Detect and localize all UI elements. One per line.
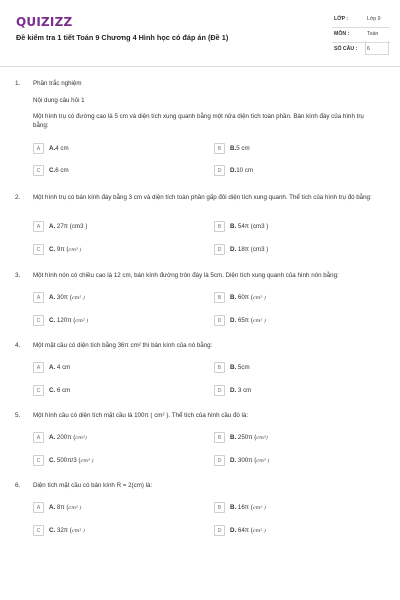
option-text: [49, 457, 94, 464]
option-letter-box: D: [214, 244, 225, 255]
option-key: A.: [49, 434, 56, 441]
question-text: Diện tích mặt cầu có bán kính R = 2(cm) là:: [33, 482, 153, 489]
option-value: 3 cm: [236, 387, 252, 394]
meta-value: Toán: [367, 31, 379, 37]
meta-value-box: [365, 41, 389, 55]
option-a[interactable]: [33, 221, 173, 233]
option-value: 30π (: [55, 294, 72, 301]
option-letter-box: C: [33, 385, 44, 396]
option-key: A.: [49, 504, 56, 511]
option-key: A.: [49, 145, 56, 152]
option-key: A.: [49, 223, 56, 230]
option-a[interactable]: [33, 362, 173, 374]
meta-row-class: [332, 13, 390, 28]
question-number: 2.: [15, 194, 21, 201]
meta-label: LỚP :: [334, 16, 349, 22]
option-value: 5 cm: [236, 145, 250, 152]
option-b[interactable]: [214, 432, 354, 444]
option-text: [230, 145, 250, 152]
option-letter-box: A: [33, 502, 44, 513]
option-unit: cm² ): [71, 295, 85, 301]
option-letter-box: C: [33, 165, 44, 176]
option-text: [49, 504, 82, 511]
question-text: Một mặt cầu có diện tích bằng 36π cm² thì bán kính của nó bằng:: [33, 342, 213, 349]
option-text: [230, 364, 250, 371]
option-value: 16π (: [236, 504, 253, 511]
option-value: 27π (cm3 ): [55, 223, 88, 230]
option-unit: cm² ): [252, 295, 266, 301]
option-a[interactable]: [33, 143, 173, 155]
option-d[interactable]: [214, 455, 354, 467]
meta-label: SỐ CÂU :: [334, 46, 358, 52]
option-key: D.: [230, 246, 237, 253]
option-text: [230, 246, 268, 253]
question-text: Một hình trụ có đường cao là 5 cm và diện tích xung quanh bằng một nửa diện tích toàn phần. Bán kính đáy của hình trụ bằng:: [33, 113, 364, 129]
option-b[interactable]: [214, 502, 354, 514]
option-letter-box: A: [33, 362, 44, 373]
option-letter-box: C: [33, 525, 44, 536]
option-letter-box: D: [214, 385, 225, 396]
option-value: 6 cm: [55, 167, 69, 174]
option-key: B.: [230, 145, 237, 152]
option-unit: cm³ ): [68, 247, 82, 253]
option-key: D.: [230, 457, 237, 464]
option-d[interactable]: [214, 244, 354, 256]
option-value: 300π (: [236, 457, 257, 464]
option-b[interactable]: [214, 292, 354, 304]
option-text: [49, 223, 87, 230]
option-c[interactable]: [33, 525, 173, 537]
option-text: [49, 317, 88, 324]
option-letter-box: A: [33, 432, 44, 443]
option-letter-box: A: [33, 221, 44, 232]
option-key: C.: [49, 527, 56, 534]
option-b[interactable]: [214, 143, 354, 155]
option-a[interactable]: [33, 432, 173, 444]
document-header: [0, 0, 400, 62]
option-key: D.: [230, 167, 237, 174]
option-key: B.: [230, 504, 237, 511]
option-a[interactable]: [33, 502, 173, 514]
option-value: 18π (cm3 ): [236, 246, 269, 253]
option-value: 64π (: [236, 527, 253, 534]
option-unit: cm³): [75, 435, 87, 441]
option-letter-box: B: [214, 143, 225, 154]
option-value: 60π (: [236, 294, 253, 301]
option-value: 5cm: [236, 364, 250, 371]
option-text: [49, 387, 70, 394]
option-letter-box: D: [214, 525, 225, 536]
option-key: D.: [230, 317, 237, 324]
option-unit: cm² ): [71, 528, 85, 534]
option-key: B.: [230, 294, 237, 301]
option-text: [49, 364, 70, 371]
option-key: B.: [230, 223, 237, 230]
option-c[interactable]: [33, 315, 173, 327]
option-text: [230, 457, 269, 464]
quizizz-logo: QUIZIZZ: [16, 15, 73, 29]
option-c[interactable]: [33, 455, 173, 467]
option-key: C.: [49, 246, 56, 253]
option-text: [49, 434, 87, 441]
meta-value: Lớp 9: [367, 16, 381, 22]
option-letter-box: D: [214, 315, 225, 326]
option-key: A.: [49, 364, 56, 371]
option-letter-box: A: [33, 292, 44, 303]
question-number: 3.: [15, 272, 21, 279]
option-text: [230, 504, 266, 511]
option-letter-box: C: [33, 244, 44, 255]
option-letter-box: B: [214, 292, 225, 303]
option-text: [230, 387, 251, 394]
option-letter-box: C: [33, 315, 44, 326]
header-divider: [0, 66, 400, 67]
option-text: [230, 434, 268, 441]
option-letter-box: D: [214, 165, 225, 176]
option-value: 250π (: [236, 434, 257, 441]
option-value: 32π (: [55, 527, 72, 534]
option-unit: cm³): [256, 435, 268, 441]
question-text: Một hình cầu có diện tích mặt cầu là 100π ( cm² ). Thể tích của hình cầu đó là:: [33, 412, 249, 419]
option-b[interactable]: [214, 362, 354, 374]
option-c[interactable]: [33, 165, 173, 177]
option-text: [230, 527, 266, 534]
option-unit: cm³ ): [80, 458, 94, 464]
option-letter-box: B: [214, 432, 225, 443]
option-d[interactable]: [214, 165, 354, 177]
option-letter-box: A: [33, 143, 44, 154]
option-text: [49, 294, 85, 301]
option-unit: cm² ): [75, 318, 89, 324]
option-key: B.: [230, 364, 237, 371]
option-value: 4 cm: [55, 145, 69, 152]
option-unit: cm² ): [252, 528, 266, 534]
option-text: [230, 317, 266, 324]
option-text: [49, 167, 69, 174]
meta-value: 6: [367, 46, 370, 52]
question-number: 1.: [15, 80, 21, 87]
option-value: 9π (: [55, 246, 69, 253]
option-c[interactable]: [33, 385, 173, 397]
option-value: 10 cm: [236, 167, 254, 174]
option-unit: cm² ): [252, 505, 266, 511]
option-d[interactable]: [214, 385, 354, 397]
option-unit: cm² ): [252, 318, 266, 324]
option-key: A.: [49, 294, 56, 301]
question-text: Một hình trụ có bán kính đáy bằng 3 cm và diện tích toàn phần gấp đôi diện tích xung quanh. Thể tích của hình trụ đó bằng:: [33, 194, 372, 201]
option-value: 500π/3 (: [55, 457, 81, 464]
option-value: 54π (cm3 ): [236, 223, 269, 230]
option-letter-box: C: [33, 455, 44, 466]
document-title: Đề kiểm tra 1 tiết Toán 9 Chương 4 Hình học có đáp án (Đề 1): [16, 33, 229, 42]
question-number: 6.: [15, 482, 21, 489]
option-c[interactable]: [33, 244, 173, 256]
question-text: Một hình nón có chiều cao là 12 cm, bán kính đường tròn đáy là 5cm. Diện tích xung quanh của hình nón bằng:: [33, 272, 339, 279]
option-letter-box: B: [214, 221, 225, 232]
option-letter-box: D: [214, 455, 225, 466]
option-d[interactable]: [214, 525, 354, 537]
option-letter-box: B: [214, 502, 225, 513]
option-d[interactable]: [214, 315, 354, 327]
option-b[interactable]: [214, 221, 354, 233]
option-key: C.: [49, 317, 56, 324]
option-key: C.: [49, 387, 56, 394]
option-value: 8π (: [55, 504, 69, 511]
meta-label: MÔN :: [334, 31, 350, 37]
option-text: [49, 527, 85, 534]
option-value: 120π (: [55, 317, 76, 324]
option-text: [230, 294, 266, 301]
question-section-label: Phần trắc nghiệm: [33, 80, 82, 87]
option-value: 65π (: [236, 317, 253, 324]
option-letter-box: B: [214, 362, 225, 373]
option-value: 200π (: [55, 434, 76, 441]
option-key: C.: [49, 457, 56, 464]
option-text: [49, 246, 82, 253]
option-text: [230, 223, 268, 230]
option-key: C.: [49, 167, 56, 174]
question-number: 4.: [15, 342, 21, 349]
option-text: [49, 145, 69, 152]
option-value: 4 cm: [55, 364, 71, 371]
option-unit: cm³ ): [256, 458, 270, 464]
option-text: [230, 167, 253, 174]
question-subtitle: Nội dung câu hỏi 1: [33, 97, 85, 104]
option-key: B.: [230, 434, 237, 441]
question-number: 5.: [15, 412, 21, 419]
option-key: D.: [230, 387, 237, 394]
option-a[interactable]: [33, 292, 173, 304]
option-value: 6 cm: [55, 387, 71, 394]
option-key: D.: [230, 527, 237, 534]
option-unit: cm² ): [68, 505, 82, 511]
